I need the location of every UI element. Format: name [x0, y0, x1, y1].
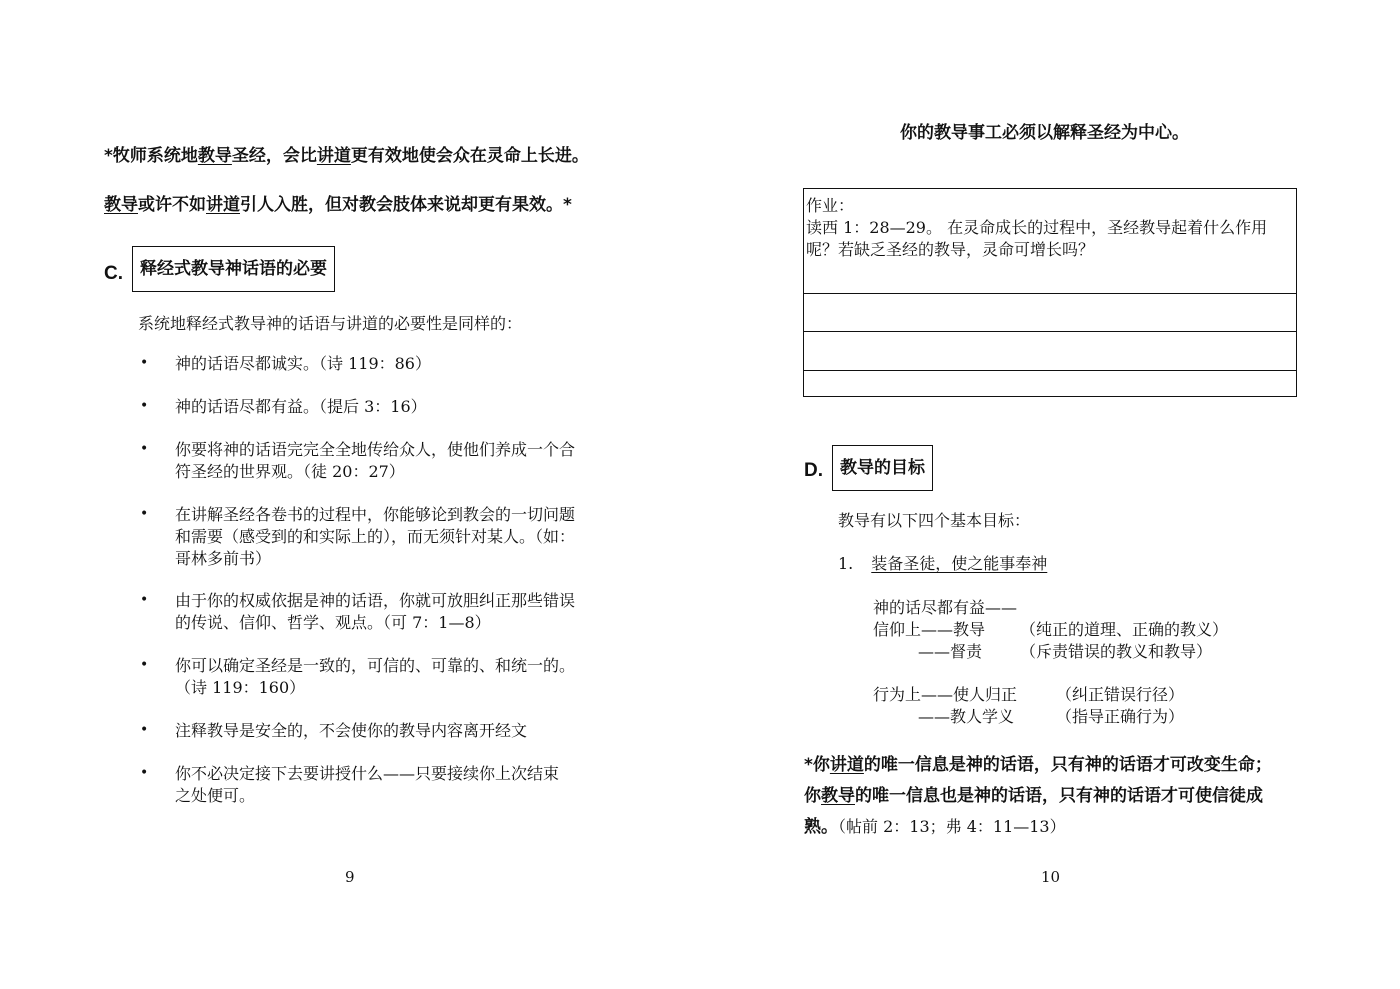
conduct-training: ——教人学义: [918, 707, 1015, 726]
intro-line-2: 教导或许不如讲道引人入胜，但对教会肢体来说却更有果效。*: [104, 195, 572, 215]
section-c-lead: 系统地释经式教导神的话语与讲道的必要性是同样的：: [138, 314, 523, 333]
closing-line-3: 熟。（帖前 2：13；弗 4：11—13）: [804, 817, 1066, 837]
belief-teaching-note: （纯正的道理、正确的教义）: [1020, 620, 1229, 639]
belief-reproof-note: （斥责错误的教义和教导）: [1020, 642, 1213, 661]
bullet-icon: •: [140, 722, 149, 738]
page-number-left: 9: [345, 868, 355, 886]
bullet-icon: •: [140, 355, 149, 371]
right-heading: 你的教导事工必须以解释圣经为中心。: [900, 123, 1189, 143]
underlined-teaching: 教导: [197, 146, 232, 166]
homework-label: 作业：: [806, 196, 855, 215]
underlined-preaching: 讲道: [206, 195, 240, 215]
bullet-icon: •: [140, 506, 149, 522]
underlined-preaching: 讲道: [829, 755, 864, 775]
bullet-icon: •: [140, 398, 149, 414]
answer-line: [804, 293, 1296, 294]
answer-line: [804, 331, 1296, 332]
page-number-right: 10: [1041, 868, 1061, 886]
section-d-letter: D.: [804, 460, 823, 481]
underlined-teaching: 教导: [104, 195, 138, 215]
scripture-profitable: 神的话尽都有益——: [873, 598, 1018, 617]
conduct-correction-note: （纠正错误行径）: [1056, 685, 1185, 704]
conduct-training-note: （指导正确行为）: [1056, 707, 1185, 726]
answer-line: [804, 370, 1296, 371]
homework-box: [803, 188, 1297, 397]
bullet-icon: •: [140, 657, 149, 673]
section-c-letter: C.: [104, 263, 123, 284]
goal-number: 1.: [838, 554, 854, 573]
section-d-title: 教导的目标: [832, 445, 933, 491]
section-d-lead: 教导有以下四个基本目标：: [838, 511, 1031, 530]
section-c-title: 释经式教导神话语的必要: [132, 246, 335, 292]
intro-line-1: *牧师系统地教导圣经，会比讲道更有效地使会众在灵命上长进。: [104, 146, 589, 166]
underlined-teaching: 教导: [821, 786, 855, 806]
homework-line-2: 呢？若缺乏圣经的教导，灵命可增长吗？: [806, 240, 1095, 259]
homework-line-1: 读西 1：28—29。 在灵命成长的过程中，圣经教导起着什么作用: [806, 218, 1268, 237]
underlined-preaching: 讲道: [316, 146, 351, 166]
belief-reproof: ——督责: [918, 642, 983, 661]
belief-teaching: 信仰上——教导: [873, 620, 986, 639]
bullet-icon: •: [140, 592, 149, 608]
bullet-icon: •: [140, 441, 149, 457]
goal-1: [838, 551, 1047, 574]
closing-line-1: *你讲道的唯一信息是神的话语，只有神的话语才可改变生命；: [804, 755, 1272, 775]
closing-line-2: 你教导的唯一信息也是神的话语，只有神的话语才可使信徒成: [804, 786, 1263, 806]
conduct-correction: 行为上——使人归正: [873, 685, 1018, 704]
goal-text: 装备圣徒，使之能事奉神: [871, 554, 1048, 573]
bullet-icon: •: [140, 765, 149, 781]
